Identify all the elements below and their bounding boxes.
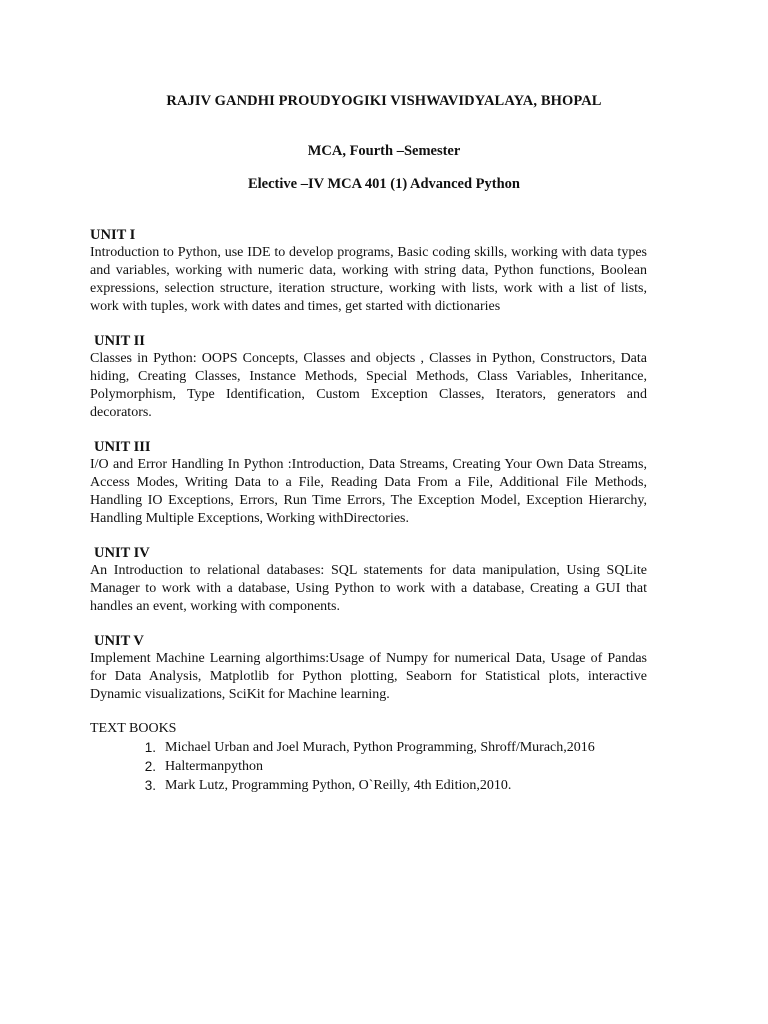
textbook-reference: Michael Urban and Joel Murach, Python Programming, Shroff/Murach,2016: [165, 740, 595, 755]
textbook-number: 1.: [144, 740, 156, 755]
unit-description: I/O and Error Handling In Python :Introduction, Data Streams, Creating Your Own Data Streams, Access Modes, Writing Data to a File, Reading Data From a File, Additional File Methods, Handling IO Exceptions, Errors, Run Time Errors, The Exception Model, Exception Hierarchy, Handling Multiple Exceptions, Working withDirectories.: [90, 457, 647, 526]
university-title: RAJIV GANDHI PROUDYOGIKI VISHWAVIDYALAYA, BHOPAL: [166, 93, 602, 109]
unit-heading: UNIT V: [94, 633, 144, 649]
unit-description: Classes in Python: OOPS Concepts, Classes and objects , Classes in Python, Constructors, Data hiding, Creating Classes, Instance Methods, Special Methods, Class Variables, Inheritance, Polymorphism, Type Identification, Custom Exception Classes, Iterators, generators and decorators.: [90, 351, 647, 420]
unit-heading: UNIT I: [90, 227, 136, 243]
textbook-reference: Mark Lutz, Programming Python, O`Reilly, 4th Edition,2010.: [165, 778, 512, 793]
unit-section: [90, 226, 647, 316]
unit-description: Implement Machine Learning algorthims:Usage of Numpy for numerical Data, Usage of Pandas for Data Analysis, Matplotlib for Python plotting, Seaborn for Statistical plots, interactive Dynamic visualizations, SciKit for Machine learning.: [90, 651, 647, 702]
textbooks-section: [90, 720, 647, 795]
textbook-item: [90, 776, 647, 795]
semester-title: MCA, Fourth –Semester: [307, 143, 461, 159]
textbooks-heading: TEXT BOOKS: [90, 721, 177, 736]
textbook-number: 2.: [144, 759, 156, 774]
textbook-item: [90, 738, 647, 757]
unit-heading: UNIT II: [94, 333, 145, 349]
textbook-number: 3.: [144, 778, 156, 793]
unit-section: [90, 544, 647, 616]
unit-section: [90, 632, 647, 704]
unit-description: Introduction to Python, use IDE to develop programs, Basic coding skills, working with data types and variables, working with numeric data, working with string data, Python functions, Boolean expressions, selection structure, iteration structure, working with lists, work with a list of lists, work with tuples, work with dates and times, get started with dictionaries: [90, 245, 647, 314]
unit-description: An Introduction to relational databases: SQL statements for data manipulation, Using SQLite Manager to work with a database, Using Python to work with a database, Creating a GUI that handles an event, working with components.: [90, 563, 647, 614]
textbook-item: [90, 757, 647, 776]
syllabus-content: [90, 226, 647, 795]
textbooks-list: [90, 738, 647, 795]
textbook-reference: Haltermanpython: [165, 759, 263, 774]
unit-section: [90, 438, 647, 528]
unit-heading: UNIT III: [94, 439, 151, 455]
unit-heading: UNIT IV: [94, 545, 150, 561]
unit-section: [90, 332, 647, 422]
course-title: Elective –IV MCA 401 (1) Advanced Python: [247, 176, 520, 192]
